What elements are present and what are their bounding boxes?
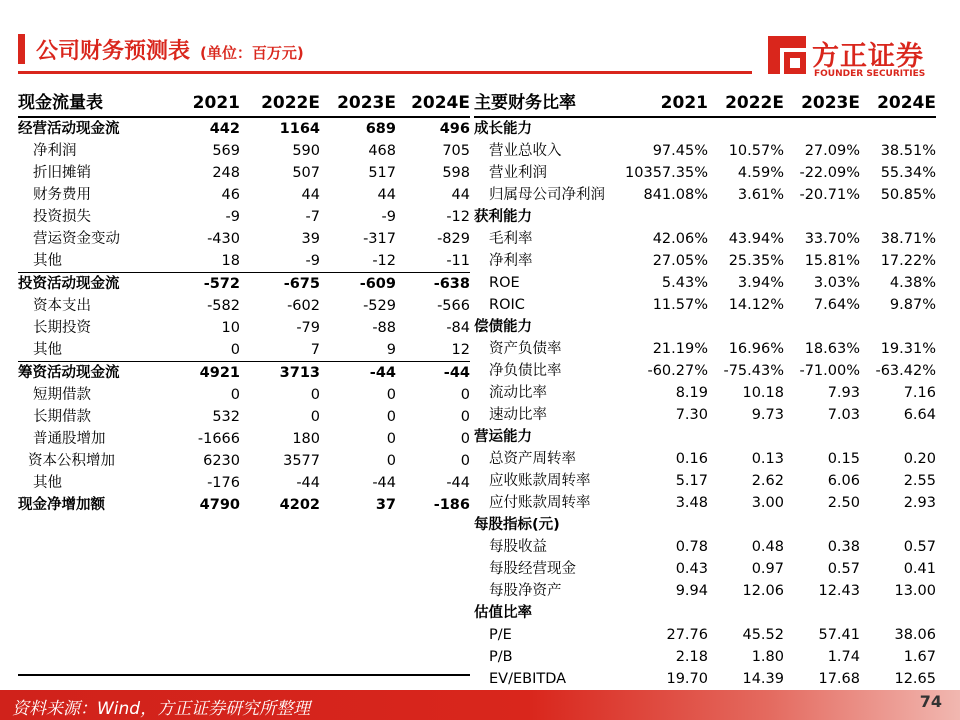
ratios-row-label: 净利率 [489, 253, 533, 269]
cashflow-cell: -566 [437, 298, 470, 314]
cashflow-cell: 569 [212, 143, 240, 159]
ratios-cell: 11.57% [652, 297, 708, 313]
ratios-cell: 19.31% [880, 341, 936, 357]
cashflow-cell: -602 [287, 298, 320, 314]
ratios-cell: 0.13 [751, 451, 784, 467]
ratios-cell [616, 602, 708, 624]
cashflow-section-row [18, 117, 470, 140]
cashflow-row [18, 384, 470, 406]
cashflow-row [18, 472, 470, 494]
ratios-row-label: ROIC [489, 297, 525, 313]
ratios-cell: 0.38 [827, 539, 860, 555]
cashflow-cell: 0 [460, 387, 470, 403]
ratios-row-label: 营业利润 [489, 165, 547, 181]
ratios-row-label: 营业总收入 [489, 143, 562, 159]
cashflow-cell: 598 [442, 165, 470, 181]
ratios-cell: 8.19 [675, 385, 708, 401]
ratios-cell: 6.06 [827, 473, 860, 489]
ratios-cell [708, 426, 784, 448]
ratios-cell [784, 514, 860, 536]
cashflow-cell: 689 [365, 121, 396, 137]
cashflow-row-label: 折旧摊销 [33, 165, 91, 181]
ratios-cell: 7.30 [675, 407, 708, 423]
cashflow-cell: -12 [446, 209, 470, 225]
cashflow-row-label: 财务费用 [33, 187, 91, 203]
cashflow-cell: -9 [381, 209, 396, 225]
cashflow-cell: -430 [207, 231, 240, 247]
cashflow-cell: 0 [460, 453, 470, 469]
ratios-cell [708, 117, 784, 140]
header-divider [18, 71, 752, 74]
cashflow-cell: 4790 [199, 497, 240, 513]
cashflow-cell: 39 [301, 231, 320, 247]
cashflow-row-label: 其他 [33, 253, 62, 269]
ratios-cell: 17.22% [880, 253, 936, 269]
ratios-cell: 7.03 [827, 407, 860, 423]
ratios-cell: 841.08% [643, 187, 708, 203]
cashflow-cell: 18 [221, 253, 240, 269]
ratios-cell [784, 117, 860, 140]
cashflow-section-row [18, 362, 470, 385]
cashflow-header-row [18, 90, 470, 117]
ratios-row [474, 184, 936, 206]
cashflow-cell: 705 [442, 143, 470, 159]
ratios-cell [616, 514, 708, 536]
cashflow-row-label: 投资损失 [33, 209, 91, 225]
logo-chinese-name: 方正证券 [812, 41, 924, 72]
cashflow-cell: 0 [460, 431, 470, 447]
page-title-unit: (单位：百万元) [200, 44, 304, 62]
cashflow-row-label: 普通股增加 [33, 431, 106, 447]
ratios-cell: -71.00% [799, 363, 860, 379]
ratios-cell [708, 514, 784, 536]
ratios-cell: 0.48 [751, 539, 784, 555]
cashflow-cell: 0 [386, 409, 396, 425]
ratios-section-row [474, 117, 936, 140]
ratios-cell: 10.57% [728, 143, 784, 159]
logo-english-name: FOUNDER SECURITIES [814, 69, 926, 79]
ratios-cell: 14.39 [708, 668, 784, 691]
ratios-cell [860, 117, 936, 140]
cashflow-section-row [18, 273, 470, 296]
cashflow-column-header: 2024E [396, 90, 470, 117]
cashflow-cell: 0 [230, 342, 240, 358]
ratios-row [474, 382, 936, 404]
ratios-cell: 6.64 [903, 407, 936, 423]
ratios-row [474, 228, 936, 250]
ratios-row-label: 每股收益 [489, 539, 547, 555]
cashflow-cell: -12 [372, 253, 396, 269]
cashflow-column-header: 2021 [168, 90, 240, 117]
page-title [36, 34, 304, 65]
ratios-cell [784, 316, 860, 338]
founder-logo-icon [766, 34, 808, 76]
ratios-cell: -63.42% [875, 363, 936, 379]
ratios-cell: 33.70% [804, 231, 860, 247]
ratios-table [474, 90, 936, 692]
ratios-cell: -22.09% [799, 165, 860, 181]
ratios-row-label: ROE [489, 275, 520, 291]
ratios-cell [860, 514, 936, 536]
ratios-row [474, 338, 936, 360]
cashflow-cell: 6230 [203, 453, 240, 469]
cashflow-cell: -9 [225, 209, 240, 225]
cashflow-row-label: 营运资金变动 [33, 231, 120, 247]
ratios-row-label: 营运能力 [474, 429, 532, 445]
ratios-cell [860, 602, 936, 624]
ratios-cell: 38.51% [880, 143, 936, 159]
ratios-cell: 42.06% [652, 231, 708, 247]
ratios-row-label: 应收账款周转率 [489, 473, 591, 489]
cashflow-cell: 180 [292, 431, 320, 447]
ratios-row-label: 每股指标(元) [474, 517, 560, 533]
ratios-row [474, 536, 936, 558]
cashflow-column-header: 2022E [240, 90, 320, 117]
page-number: 74 [919, 692, 942, 711]
ratios-cell: 0.43 [675, 561, 708, 577]
ratios-cell: 38.71% [880, 231, 936, 247]
ratios-cell: 7.93 [827, 385, 860, 401]
ratios-cell: 3.00 [751, 495, 784, 511]
cashflow-cell: -11 [446, 253, 470, 269]
cashflow-row [18, 250, 470, 273]
ratios-cell: 10357.35% [625, 165, 708, 181]
ratios-row [474, 162, 936, 184]
ratios-section-row [474, 206, 936, 228]
ratios-row-label: 毛利率 [489, 231, 533, 247]
ratios-row [474, 272, 936, 294]
ratios-cell: 3.48 [675, 495, 708, 511]
cashflow-cell: 44 [377, 187, 396, 203]
ratios-cell [784, 426, 860, 448]
cashflow-cell: -529 [363, 298, 396, 314]
ratios-cell: 1.80 [751, 649, 784, 665]
ratios-row-label: 每股净资产 [489, 583, 562, 599]
ratios-body [474, 117, 936, 691]
cashflow-cell: 46 [221, 187, 240, 203]
ratios-row-label: 估值比率 [474, 605, 532, 621]
cashflow-column-header: 现金流量表 [18, 90, 168, 117]
cashflow-cell: 0 [386, 453, 396, 469]
cashflow-row [18, 317, 470, 339]
ratios-cell [616, 117, 708, 140]
ratios-cell: 14.12% [728, 297, 784, 313]
ratios-cell: 0.97 [751, 561, 784, 577]
cashflow-cell: 4202 [279, 497, 320, 513]
ratios-cell [708, 206, 784, 228]
ratios-row-label: 总资产周转率 [489, 451, 576, 467]
cashflow-row [18, 406, 470, 428]
ratios-cell: 13.00 [894, 583, 936, 599]
ratios-cell: 27.05% [652, 253, 708, 269]
cashflow-section-row [18, 494, 470, 516]
cashflow-row-label: 资本支出 [33, 298, 91, 314]
cashflow-table [18, 90, 470, 516]
ratios-cell: 5.17 [675, 473, 708, 489]
ratios-row [474, 404, 936, 426]
cashflow-cell: 496 [439, 121, 470, 137]
cashflow-row-label: 长期投资 [33, 320, 91, 336]
ratios-row-label: 偿债能力 [474, 319, 532, 335]
cashflow-bottom-rule [18, 674, 470, 676]
page-title-text: 公司财务预测表 [36, 39, 191, 64]
ratios-cell: 4.38% [889, 275, 936, 291]
ratios-cell: 3.03% [813, 275, 860, 291]
cashflow-cell: 37 [375, 497, 396, 513]
ratios-cell: 4.59% [737, 165, 784, 181]
cashflow-cell: 468 [368, 143, 396, 159]
ratios-row [474, 580, 936, 602]
ratios-cell: 45.52 [742, 627, 784, 643]
cashflow-cell: -829 [437, 231, 470, 247]
ratios-column-header: 2023E [784, 90, 860, 117]
ratios-cell: 43.94% [728, 231, 784, 247]
ratios-row [474, 624, 936, 646]
ratios-cell [616, 316, 708, 338]
cashflow-cell: -88 [372, 320, 396, 336]
cashflow-cell: 0 [386, 387, 396, 403]
ratios-column-header: 2022E [708, 90, 784, 117]
ratios-cell: 2.62 [751, 473, 784, 489]
ratios-row-label: 应付账款周转率 [489, 495, 591, 511]
company-logo [766, 34, 946, 84]
ratios-row-label: 流动比率 [489, 385, 547, 401]
cashflow-cell: -7 [305, 209, 320, 225]
ratios-cell: 50.85% [880, 187, 936, 203]
ratios-cell: -60.27% [647, 363, 708, 379]
cashflow-cell: 0 [230, 387, 240, 403]
ratios-cell: 1.67 [903, 649, 936, 665]
cashflow-cell: 590 [292, 143, 320, 159]
ratios-column-header: 2024E [860, 90, 936, 117]
ratios-cell [860, 316, 936, 338]
ratios-cell: 9.73 [751, 407, 784, 423]
ratios-row [474, 668, 936, 691]
ratios-cell: 17.68 [784, 668, 860, 691]
cashflow-cell: -84 [446, 320, 470, 336]
cashflow-row-label: 长期借款 [33, 409, 91, 425]
ratios-cell [708, 316, 784, 338]
ratios-row [474, 470, 936, 492]
ratios-row [474, 558, 936, 580]
ratios-cell [784, 206, 860, 228]
ratios-row-label: 速动比率 [489, 407, 547, 423]
cashflow-row [18, 140, 470, 162]
cashflow-cell: 4921 [168, 362, 240, 385]
ratios-cell: 0.78 [675, 539, 708, 555]
ratios-row-label: 每股经营现金 [489, 561, 576, 577]
cashflow-column-header: 2023E [320, 90, 396, 117]
ratios-row [474, 250, 936, 272]
cashflow-cell: -638 [396, 273, 470, 296]
ratios-cell: 18.63% [804, 341, 860, 357]
ratios-cell: 27.76 [666, 627, 708, 643]
ratios-cell: 38.06 [894, 627, 936, 643]
title-accent-bar [18, 34, 25, 64]
ratios-cell: 55.34% [880, 165, 936, 181]
ratios-cell: 7.64% [813, 297, 860, 313]
ratios-cell: 7.16 [903, 385, 936, 401]
ratios-cell: 9.94 [675, 583, 708, 599]
ratios-cell: 12.06 [742, 583, 784, 599]
cashflow-cell: 0 [460, 409, 470, 425]
footer-source: 资料来源：Wind，方正证券研究所整理 [12, 699, 311, 719]
ratios-cell: 2.50 [827, 495, 860, 511]
ratios-cell [784, 602, 860, 624]
ratios-cell: 16.96% [728, 341, 784, 357]
cashflow-row-label: 其他 [33, 342, 62, 358]
ratios-cell [616, 206, 708, 228]
ratios-cell: -75.43% [723, 363, 784, 379]
ratios-section-row [474, 514, 936, 536]
ratios-column-header: 主要财务比率 [474, 90, 616, 117]
ratios-cell: -20.71% [799, 187, 860, 203]
cashflow-row-label: 短期借款 [33, 387, 91, 403]
ratios-row [474, 646, 936, 668]
cashflow-cell: 517 [368, 165, 396, 181]
cashflow-row-label: 资本公积增加 [28, 453, 115, 469]
cashflow-cell: -44 [296, 475, 320, 491]
cashflow-cell: -1666 [197, 431, 240, 447]
ratios-cell: 12.43 [818, 583, 860, 599]
ratios-cell: 0.20 [903, 451, 936, 467]
ratios-column-header: 2021 [616, 90, 708, 117]
ratios-row [474, 448, 936, 470]
cashflow-row [18, 162, 470, 184]
ratios-cell: 97.45% [652, 143, 708, 159]
cashflow-cell: -609 [320, 273, 396, 296]
cashflow-cell: -44 [372, 475, 396, 491]
ratios-cell [860, 426, 936, 448]
cashflow-cell: -317 [363, 231, 396, 247]
ratios-header-row [474, 90, 936, 117]
ratios-cell: 1.74 [827, 649, 860, 665]
ratios-row-label: 资产负债率 [489, 341, 562, 357]
cashflow-cell: 9 [386, 342, 396, 358]
ratios-cell: 2.55 [903, 473, 936, 489]
cashflow-cell: 3577 [283, 453, 320, 469]
cashflow-cell: 3713 [240, 362, 320, 385]
ratios-row [474, 360, 936, 382]
ratios-cell: 2.93 [903, 495, 936, 511]
ratios-cell: 9.87% [889, 297, 936, 313]
ratios-row [474, 492, 936, 514]
ratios-cell: 15.81% [804, 253, 860, 269]
cashflow-cell: 44 [451, 187, 470, 203]
cashflow-row [18, 228, 470, 250]
cashflow-cell: -186 [433, 497, 470, 513]
ratios-row-label: 归属母公司净利润 [489, 187, 605, 203]
cashflow-row-label: 现金净增加额 [18, 497, 105, 513]
ratios-row-label: EV/EBITDA [474, 668, 616, 691]
cashflow-cell: -79 [296, 320, 320, 336]
ratios-cell: 2.18 [675, 649, 708, 665]
cashflow-cell: -44 [396, 362, 470, 385]
cashflow-body [18, 117, 470, 516]
ratios-cell: 27.09% [804, 143, 860, 159]
cashflow-cell: -675 [240, 273, 320, 296]
cashflow-cell: -572 [168, 273, 240, 296]
cashflow-cell: -9 [305, 253, 320, 269]
cashflow-row-label: 经营活动现金流 [18, 121, 120, 137]
ratios-cell: 21.19% [652, 341, 708, 357]
ratios-row [474, 294, 936, 316]
cashflow-row-label: 净利润 [33, 143, 77, 159]
ratios-cell [708, 602, 784, 624]
ratios-cell: 0.16 [675, 451, 708, 467]
cashflow-cell: 0 [310, 387, 320, 403]
cashflow-cell: 44 [301, 187, 320, 203]
ratios-cell: 3.94% [737, 275, 784, 291]
cashflow-cell: 248 [212, 165, 240, 181]
cashflow-cell: 10 [221, 320, 240, 336]
cashflow-cell: -582 [207, 298, 240, 314]
ratios-cell [616, 426, 708, 448]
ratios-cell: 25.35% [728, 253, 784, 269]
cashflow-row [18, 184, 470, 206]
ratios-row-label: P/E [489, 627, 512, 643]
ratios-cell: 10.18 [742, 385, 784, 401]
cashflow-cell: 0 [310, 409, 320, 425]
ratios-cell [860, 206, 936, 228]
cashflow-cell: 7 [310, 342, 320, 358]
ratios-section-row [474, 426, 936, 448]
cashflow-cell: 532 [212, 409, 240, 425]
cashflow-cell: 442 [209, 121, 240, 137]
cashflow-cell: -44 [446, 475, 470, 491]
ratios-cell: 0.57 [827, 561, 860, 577]
ratios-section-row [474, 316, 936, 338]
cashflow-row [18, 428, 470, 450]
cashflow-cell: 12 [451, 342, 470, 358]
ratios-row-label: P/B [489, 649, 513, 665]
ratios-row [474, 140, 936, 162]
cashflow-row [18, 450, 470, 472]
ratios-cell: 57.41 [818, 627, 860, 643]
ratios-cell: 12.65 [860, 668, 936, 691]
ratios-cell: 0.41 [903, 561, 936, 577]
ratios-row-label: 获利能力 [474, 209, 532, 225]
cashflow-row [18, 206, 470, 228]
cashflow-cell: 507 [292, 165, 320, 181]
cashflow-row [18, 339, 470, 362]
ratios-row-label: 净负债比率 [489, 363, 562, 379]
cashflow-cell: -44 [320, 362, 396, 385]
cashflow-row-label: 筹资活动现金流 [18, 362, 168, 385]
ratios-cell: 19.70 [616, 668, 708, 691]
ratios-section-row [474, 602, 936, 624]
ratios-cell: 3.61% [737, 187, 784, 203]
cashflow-row-label: 其他 [33, 475, 62, 491]
cashflow-cell: 1164 [279, 121, 320, 137]
ratios-cell: 5.43% [661, 275, 708, 291]
ratios-row-label: 成长能力 [474, 121, 532, 137]
cashflow-row-label: 投资活动现金流 [18, 273, 168, 296]
ratios-cell: 0.57 [903, 539, 936, 555]
cashflow-row [18, 295, 470, 317]
cashflow-cell: 0 [386, 431, 396, 447]
cashflow-cell: -176 [207, 475, 240, 491]
ratios-cell: 0.15 [827, 451, 860, 467]
